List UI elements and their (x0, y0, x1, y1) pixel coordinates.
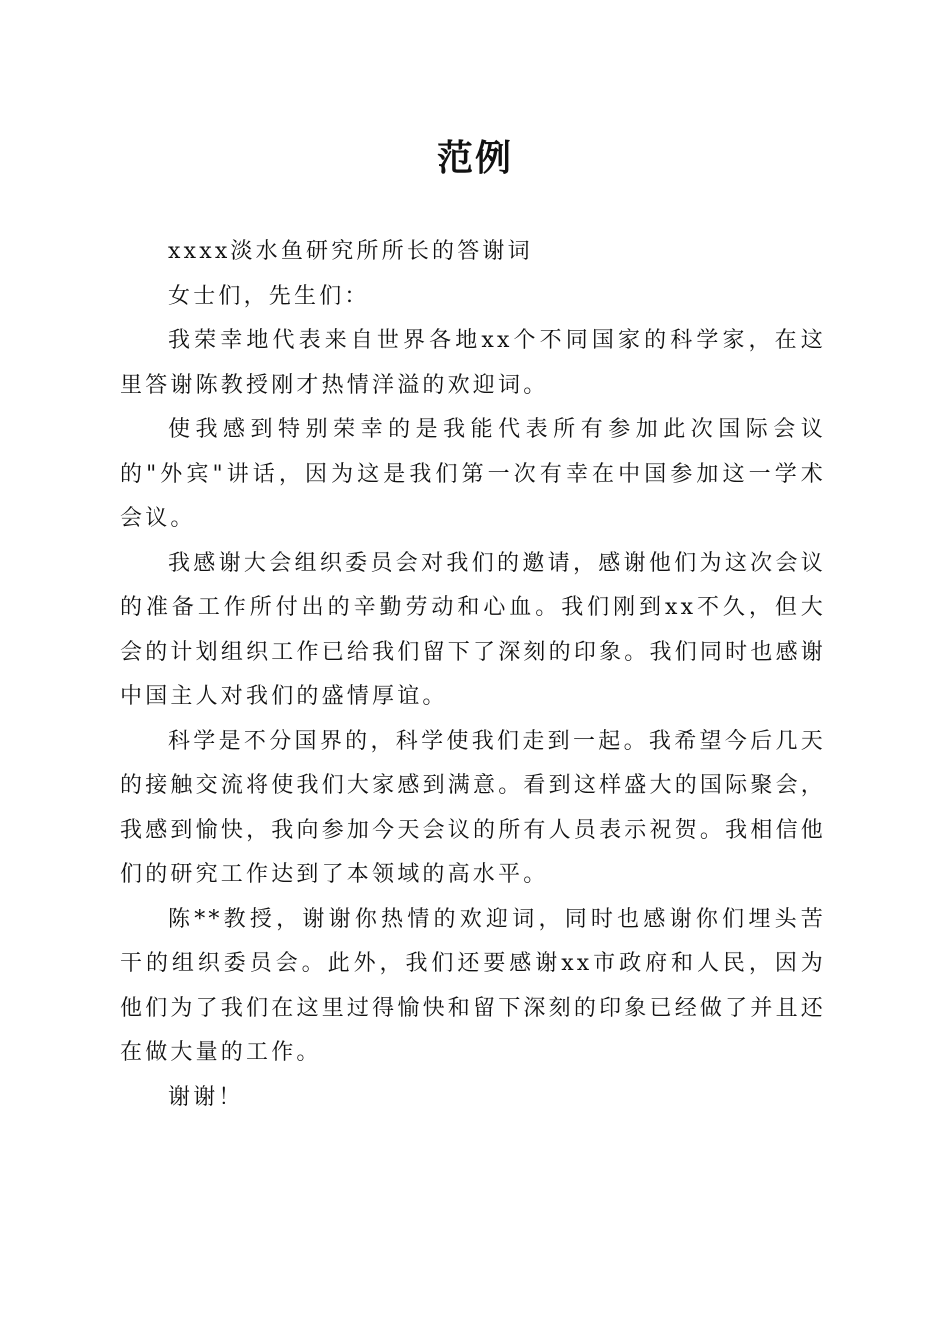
speech-heading: xxxx淡水鱼研究所所长的答谢词 (168, 239, 533, 264)
document-body (120, 230, 826, 1120)
salutation: 女士们，先生们： (168, 283, 370, 309)
document-title: 范例 (436, 137, 513, 179)
paragraph: 我荣幸地代表来自世界各地xx个不同国家的科学家，在这里答谢陈教授刚才热情洋溢的欢迎词。 (120, 328, 826, 398)
paragraph: 使我感到特别荣幸的是我能代表所有参加此次国际会议的"外宾"讲话，因为这是我们第一次有幸在中国参加这一学术会议。 (120, 417, 826, 531)
paragraph: 科学是不分国界的，科学使我们走到一起。我希望今后几天的接触交流将使我们大家感到满意。看到这样盛大的国际聚会，我感到愉快，我向参加今天会议的所有人员表示祝贺。我相信他们的研究工作达到了本领域的高水平。 (120, 728, 826, 887)
paragraph: 陈**教授，谢谢你热情的欢迎词，同时也感谢你们埋头苦干的组织委员会。此外，我们还要感谢xx市政府和人民，因为他们为了我们在这里过得愉快和留下深刻的印象已经做了并且还在做大量的工作。 (120, 906, 826, 1065)
closing: 谢谢！ (168, 1084, 244, 1110)
paragraph: 我感谢大会组织委员会对我们的邀请，感谢他们为这次会议的准备工作所付出的辛勤劳动和心血。我们刚到xx不久，但大会的计划组织工作已给我们留下了深刻的印象。我们同时也感谢中国主人对我们的盛情厚谊。 (120, 550, 826, 709)
